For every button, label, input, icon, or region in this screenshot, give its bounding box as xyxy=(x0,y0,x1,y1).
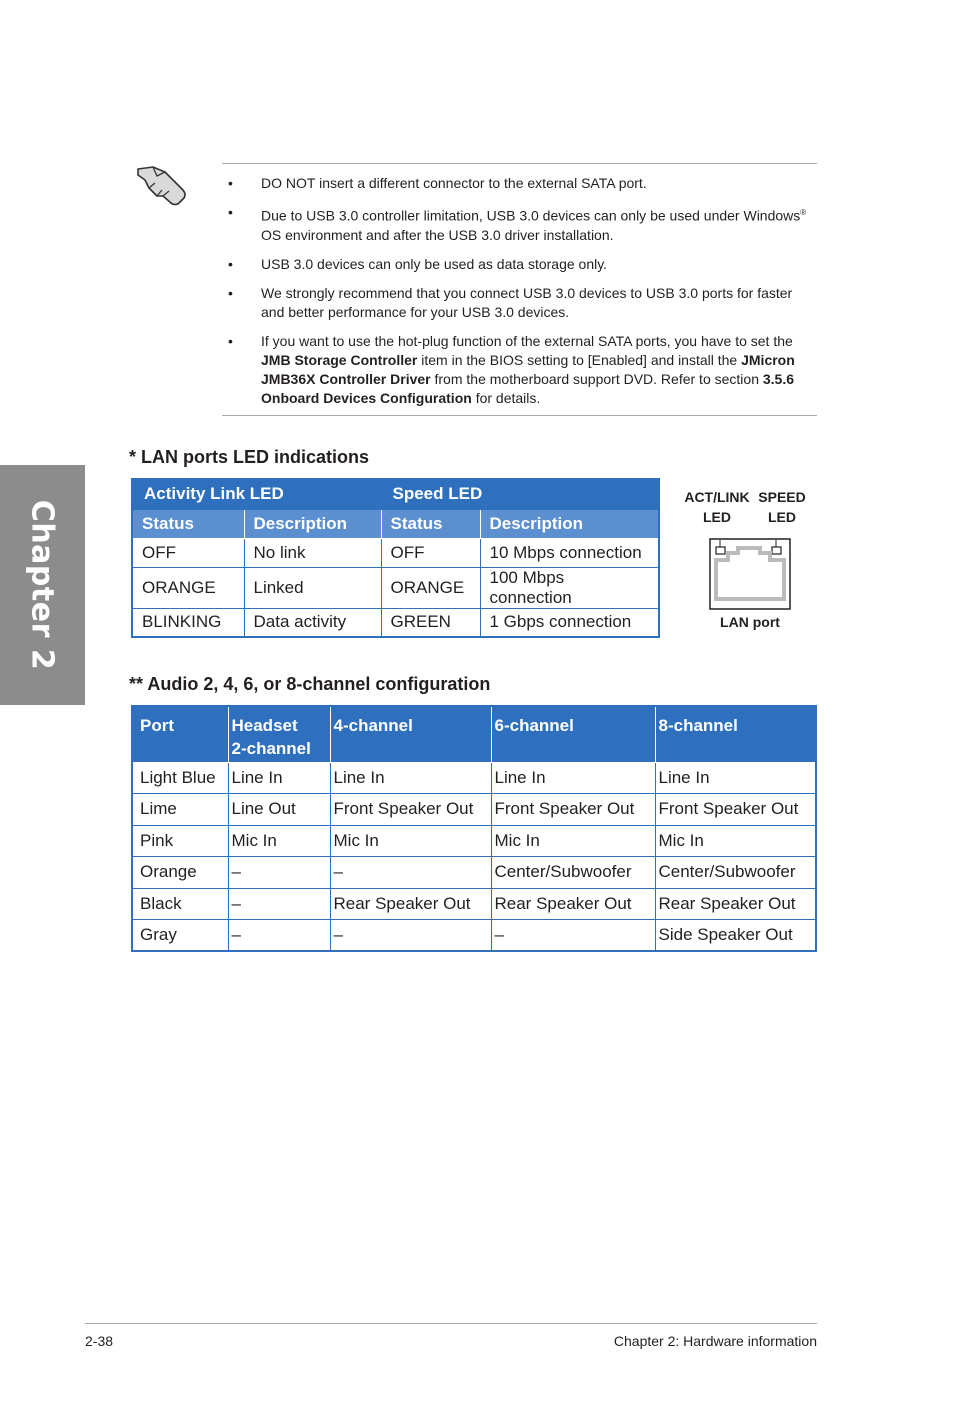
lan-port-label: LAN port xyxy=(720,614,780,630)
audio-section-title: ** Audio 2, 4, 6, or 8-channel configuration xyxy=(129,674,491,694)
bullet-icon: • xyxy=(228,332,233,349)
page-number: 2-38 xyxy=(85,1333,114,1349)
table-cell: BLINKING xyxy=(132,608,244,637)
table-cell: Front Speaker Out xyxy=(655,794,816,826)
table-cell: Center/Subwoofer xyxy=(491,857,655,889)
header-6-channel: 6-channel xyxy=(491,706,655,762)
header-port: Port xyxy=(132,706,228,762)
note-text: item in the BIOS setting to [Enabled] and install the xyxy=(417,351,742,368)
table-cell: Line In xyxy=(330,762,491,794)
table-cell: Front Speaker Out xyxy=(330,794,491,826)
table-cell: – xyxy=(228,857,330,889)
lan-section-title: * LAN ports LED indications xyxy=(129,447,370,467)
note-text: USB 3.0 devices can only be used as data storage only. xyxy=(261,255,608,272)
table-cell: GREEN xyxy=(381,608,480,637)
note-text: 3.5.6 Onboard Devices Configuration xyxy=(261,370,795,406)
table-cell: OFF xyxy=(132,538,244,567)
table-cell: Line In xyxy=(655,762,816,794)
subheader-description: Description xyxy=(244,509,381,538)
chapter-tab-label: Chapter 2 xyxy=(24,499,60,671)
bullet-icon: • xyxy=(228,284,233,301)
act-link-led-label: LED xyxy=(703,509,731,525)
bullet-icon: • xyxy=(228,255,233,272)
speed-led-label: LED xyxy=(768,509,796,525)
note-list xyxy=(222,174,817,418)
note-item xyxy=(222,255,817,274)
subheader-description: Description xyxy=(480,509,659,538)
table-cell: Line In xyxy=(491,762,655,794)
lan-port-icon xyxy=(678,525,813,611)
bullet-icon: • xyxy=(228,204,233,220)
note-text: Due to USB 3.0 controller limitation, USB 3.0 devices can only be used under Windows xyxy=(261,207,801,224)
table-cell: Center/Subwoofer xyxy=(655,857,816,889)
table-cell: Mic In xyxy=(491,825,655,857)
act-link-label: ACT/LINK xyxy=(684,489,750,505)
table-cell: ORANGE xyxy=(132,567,244,608)
table-cell: – xyxy=(228,888,330,920)
note-text: JMicron JMB36X Controller Driver xyxy=(261,351,795,387)
note-item xyxy=(222,203,817,245)
table-row xyxy=(132,608,659,637)
chapter-side-tab xyxy=(0,465,85,705)
table-cell: Data activity xyxy=(244,608,381,637)
table-cell: Line Out xyxy=(228,794,330,826)
note-text: ® xyxy=(800,208,807,217)
table-cell: – xyxy=(330,857,491,889)
table-row xyxy=(132,567,659,608)
footer-chapter-title: Chapter 2: Hardware information xyxy=(613,1333,817,1349)
note-text: We strongly recommend that you connect USB 3.0 devices to USB 3.0 ports for faster and better performance for your USB 3.0 devices. xyxy=(261,284,793,320)
note-item xyxy=(222,174,817,193)
bullet-icon: • xyxy=(228,175,233,191)
table-cell: Orange xyxy=(132,857,228,889)
table-cell: – xyxy=(491,920,655,952)
note-text: JMB Storage Controller xyxy=(261,351,418,368)
table-cell: Light Blue xyxy=(132,762,228,794)
subheader-status: Status xyxy=(381,509,480,538)
lan-led-table xyxy=(131,478,660,638)
header-8-channel: 8-channel xyxy=(655,706,816,762)
table-row xyxy=(132,825,816,857)
pointing-hand-icon xyxy=(135,163,191,207)
table-row xyxy=(132,888,816,920)
note-text: OS environment and after the USB 3.0 driver installation. xyxy=(261,226,614,243)
table-row xyxy=(132,920,816,952)
table-row xyxy=(132,857,816,889)
table-cell: – xyxy=(228,920,330,952)
table-cell: Rear Speaker Out xyxy=(330,888,491,920)
note-box xyxy=(222,163,817,416)
table-cell: 100 Mbps connection xyxy=(480,567,659,608)
table-cell: Line In xyxy=(228,762,330,794)
table-cell: OFF xyxy=(381,538,480,567)
header-4-channel: 4-channel xyxy=(330,706,491,762)
table-cell: Rear Speaker Out xyxy=(491,888,655,920)
speed-label: SPEED xyxy=(758,489,806,505)
audio-config-table xyxy=(131,705,817,952)
header-activity-link-led: Activity Link LED xyxy=(132,479,381,509)
table-cell: Front Speaker Out xyxy=(491,794,655,826)
footer-divider xyxy=(85,1323,817,1324)
table-cell: 1 Gbps connection xyxy=(480,608,659,637)
table-cell: Mic In xyxy=(330,825,491,857)
table-row xyxy=(132,762,816,794)
table-cell: Side Speaker Out xyxy=(655,920,816,952)
header-speed-led: Speed LED xyxy=(381,479,659,509)
table-cell: Black xyxy=(132,888,228,920)
table-cell: Mic In xyxy=(655,825,816,857)
note-text: from the motherboard support DVD. Refer to section xyxy=(430,370,763,387)
table-cell: ORANGE xyxy=(381,567,480,608)
table-cell: Lime xyxy=(132,794,228,826)
note-text: for details. xyxy=(471,389,541,406)
table-row xyxy=(132,794,816,826)
table-cell: Mic In xyxy=(228,825,330,857)
note-text: DO NOT insert a different connector to the external SATA port. xyxy=(261,175,647,191)
table-cell: No link xyxy=(244,538,381,567)
table-cell: – xyxy=(330,920,491,952)
table-cell: 10 Mbps connection xyxy=(480,538,659,567)
table-cell: Rear Speaker Out xyxy=(655,888,816,920)
subheader-status: Status xyxy=(132,509,244,538)
note-item xyxy=(222,284,817,322)
table-row xyxy=(132,538,659,567)
note-text: If you want to use the hot-plug function of the external SATA ports, you have to set the xyxy=(261,332,793,349)
header-headset-2-channel: Headset 2-channel xyxy=(228,706,330,762)
table-cell: Linked xyxy=(244,567,381,608)
note-item xyxy=(222,332,817,408)
lan-port-diagram xyxy=(678,487,813,632)
table-cell: Gray xyxy=(132,920,228,952)
table-cell: Pink xyxy=(132,825,228,857)
